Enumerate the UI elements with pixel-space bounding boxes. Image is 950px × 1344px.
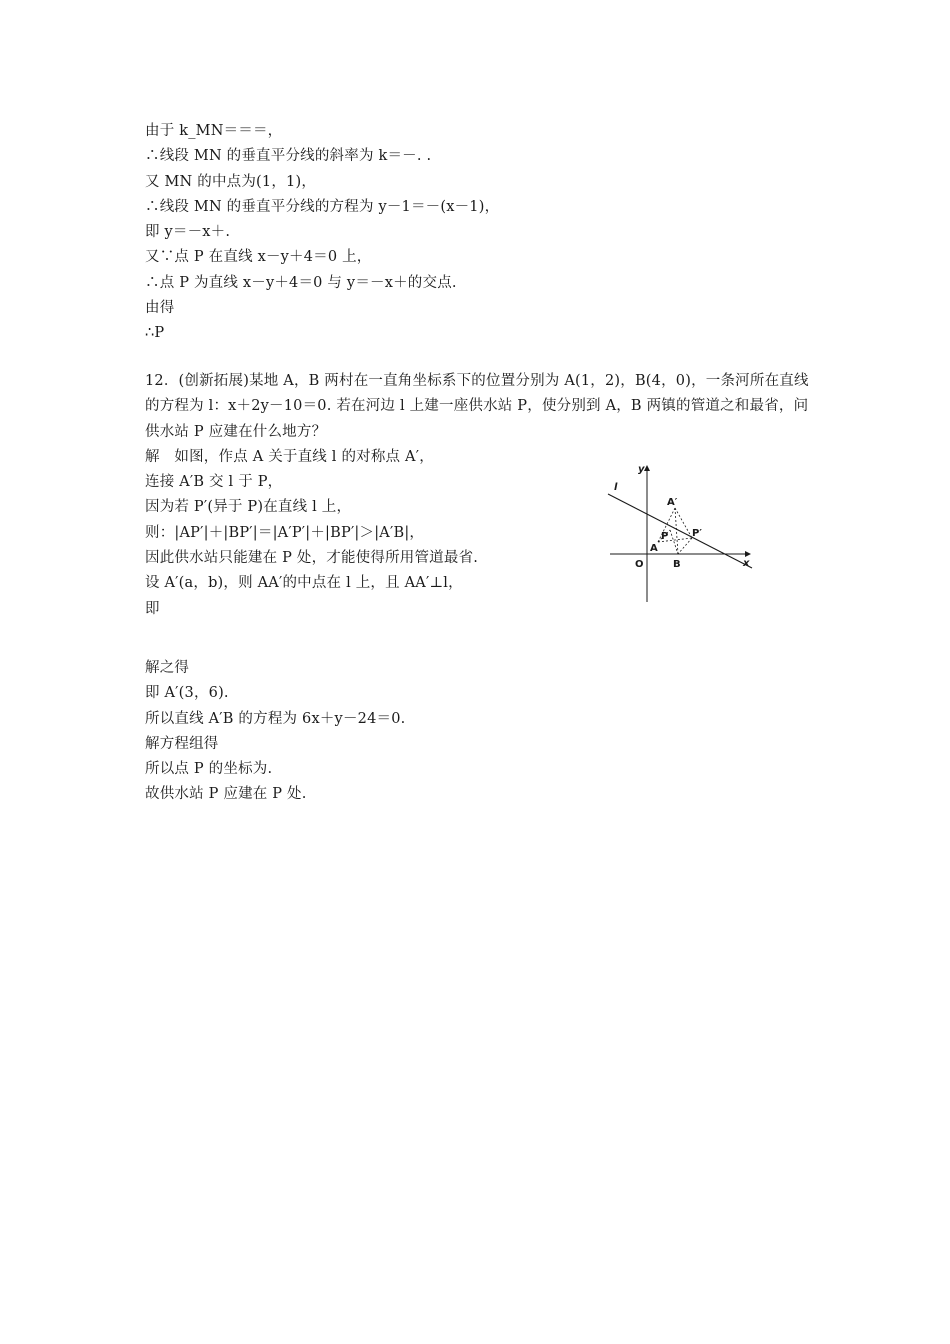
text-line: 即 A′(3，6). <box>145 685 229 702</box>
reflection-figure <box>600 460 760 605</box>
label-a: A <box>650 543 658 554</box>
segment-pprime-b <box>678 538 692 554</box>
text-line: ∴线段 MN 的垂直平分线的方程为 y－1＝－(x－1)， <box>145 198 500 215</box>
label-p-prime: P′ <box>692 528 702 539</box>
solution-part-1 <box>145 119 815 347</box>
label-b: B <box>673 559 681 570</box>
label-line-l: l <box>614 482 618 493</box>
solution-rest <box>145 656 815 808</box>
label-a-prime: A′ <box>667 497 678 508</box>
text-line: 解 如图，作点 A 关于直线 l 的对称点 A′， <box>145 448 434 465</box>
text-line: 即 <box>145 600 160 617</box>
text-line: 所以直线 A′B 的方程为 6x＋y－24＝0. <box>145 710 406 727</box>
problem-statement: 12．(创新拓展)某地 A，B 两村在一直角坐标系下的位置分别为 A(1，2)，B(4，0)，一条河所在直线的方程为 l：x＋2y－10＝0. 若在河边 l 上建一座供水站 P，使分别到 A，B 两镇的管道之和最省，问供水站 P 应建在什么地方？ <box>145 373 809 440</box>
text-line: 又 MN 的中点为(1，1)， <box>145 173 317 190</box>
text-line: 又∵点 P 在直线 x－y＋4＝0 上， <box>145 249 372 266</box>
text-line: ∴线段 MN 的垂直平分线的斜率为 k＝－. . <box>145 148 432 165</box>
text-line: 解之得 <box>145 660 190 676</box>
text-line: ∴P <box>145 325 165 342</box>
text-line: 故供水站 P 应建在 P 处. <box>145 786 307 803</box>
text-line: 因为若 P′(异于 P)在直线 l 上， <box>145 499 352 516</box>
text-line: ∴点 P 为直线 x－y＋4＝0 与 y＝－x＋的交点. <box>145 274 457 291</box>
label-p: P <box>661 531 669 542</box>
figure-svg <box>600 460 760 605</box>
river-line-l <box>608 494 752 568</box>
label-y-axis: y <box>638 464 645 475</box>
label-origin: O <box>635 559 644 570</box>
text-line: 连接 A′B 交 l 于 P， <box>145 474 283 491</box>
text-line: 所以点 P 的坐标为. <box>145 761 273 778</box>
text-line: 因此供水站只能建在 P 处，才能使得所用管道最省. <box>145 550 479 567</box>
segment-aprime-pprime <box>675 508 692 538</box>
label-x-axis: x <box>743 558 750 569</box>
text-line: 解方程组得 <box>145 735 219 752</box>
text-line: 由得 <box>145 300 175 317</box>
text-line: 设 A′(a，b)，则 AA′的中点在 l 上，且 AA′⊥l， <box>145 575 463 592</box>
text-line: 由于 k_MN＝＝＝， <box>145 123 283 139</box>
text-line: 则：|AP′|＋|BP′|＝|A′P′|＋|BP′|＞|A′B|， <box>145 524 425 541</box>
text-line: 即 y＝－x＋. <box>145 224 231 241</box>
